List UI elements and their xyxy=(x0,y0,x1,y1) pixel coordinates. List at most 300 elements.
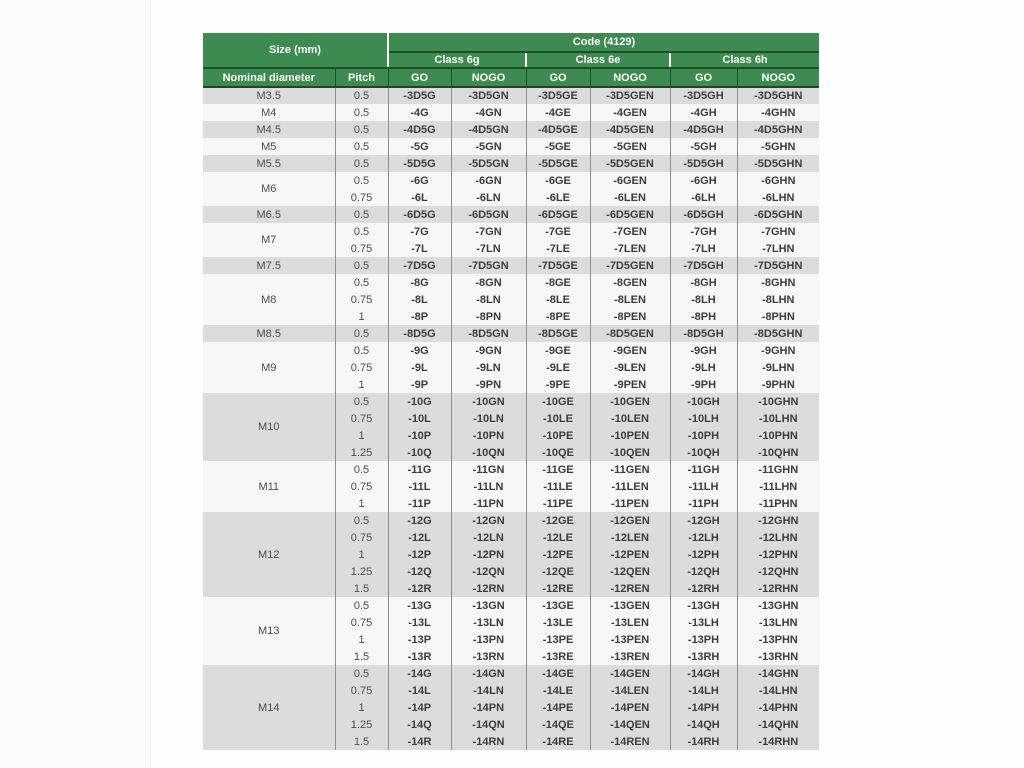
code-cell: -14LN xyxy=(451,682,526,699)
code-cell: -8L xyxy=(388,291,451,308)
code-cell: -9GHN xyxy=(737,342,819,359)
code-cell: -12QE xyxy=(526,563,590,580)
code-cell: -12LH xyxy=(670,529,737,546)
header-row-columns xyxy=(203,68,819,87)
code-cell: -4GEN xyxy=(590,104,670,121)
code-cell: -9PN xyxy=(451,376,526,393)
pitch-cell: 0.5 xyxy=(335,172,388,189)
code-cell: -14REN xyxy=(590,733,670,750)
code-cell: -7GEN xyxy=(590,223,670,240)
code-cell: -4GN xyxy=(451,104,526,121)
pitch-cell: 0.5 xyxy=(335,87,388,104)
code-cell: -8D5G xyxy=(388,325,451,342)
code-cell: -4G xyxy=(388,104,451,121)
code-cell: -6D5G xyxy=(388,206,451,223)
code-cell: -5GH xyxy=(670,138,737,155)
code-cell: -11GN xyxy=(451,461,526,478)
go-6e-header: GO xyxy=(526,68,590,87)
code-cell: -14QEN xyxy=(590,716,670,733)
code-cell: -5GHN xyxy=(737,138,819,155)
code-cell: -13PHN xyxy=(737,631,819,648)
code-cell: -6G xyxy=(388,172,451,189)
pitch-cell: 0.5 xyxy=(335,223,388,240)
code-cell: -12G xyxy=(388,512,451,529)
code-cell: -12LEN xyxy=(590,529,670,546)
code-cell: -4GH xyxy=(670,104,737,121)
code-cell: -12RE xyxy=(526,580,590,597)
code-cell: -14GE xyxy=(526,665,590,682)
code-cell: -6D5GN xyxy=(451,206,526,223)
code-cell: -4GHN xyxy=(737,104,819,121)
table-row xyxy=(203,223,819,240)
code-cell: -14RE xyxy=(526,733,590,750)
pitch-cell: 1 xyxy=(335,631,388,648)
table-row xyxy=(203,597,819,614)
table-row xyxy=(203,257,819,274)
code-cell: -5GE xyxy=(526,138,590,155)
code-cell: -6GH xyxy=(670,172,737,189)
pitch-cell: 0.75 xyxy=(335,189,388,206)
code-cell: -11PH xyxy=(670,495,737,512)
code-cell: -13RE xyxy=(526,648,590,665)
class-6e-header: Class 6e xyxy=(526,52,670,68)
code-cell: -10GE xyxy=(526,393,590,410)
code-cell: -14GN xyxy=(451,665,526,682)
code-cell: -8PHN xyxy=(737,308,819,325)
code-cell: -7LHN xyxy=(737,240,819,257)
code-cell: -12GH xyxy=(670,512,737,529)
code-cell: -9LEN xyxy=(590,359,670,376)
code-cell: -7D5GN xyxy=(451,257,526,274)
pitch-cell: 1.5 xyxy=(335,733,388,750)
table-row xyxy=(203,155,819,172)
code-cell: -5D5GEN xyxy=(590,155,670,172)
code-cell: -9GH xyxy=(670,342,737,359)
diameter-cell: M5.5 xyxy=(203,155,335,172)
code-cell: -11LH xyxy=(670,478,737,495)
code-cell: -12QH xyxy=(670,563,737,580)
code-cell: -13PN xyxy=(451,631,526,648)
pitch-cell: 1 xyxy=(335,427,388,444)
code-cell: -10PEN xyxy=(590,427,670,444)
table-header xyxy=(203,33,819,87)
code-cell: -12LHN xyxy=(737,529,819,546)
code-cell: -9LH xyxy=(670,359,737,376)
code-cell: -6LHN xyxy=(737,189,819,206)
table-row xyxy=(203,138,819,155)
pitch-cell: 0.5 xyxy=(335,665,388,682)
code-cell: -10QHN xyxy=(737,444,819,461)
code-cell: -7L xyxy=(388,240,451,257)
pitch-cell: 0.75 xyxy=(335,478,388,495)
code-cell: -9L xyxy=(388,359,451,376)
code-cell: -13LHN xyxy=(737,614,819,631)
diameter-cell: M4 xyxy=(203,104,335,121)
code-cell: -3D5GH xyxy=(670,87,737,104)
code-cell: -10LN xyxy=(451,410,526,427)
code-cell: -8PN xyxy=(451,308,526,325)
code-cell: -9LN xyxy=(451,359,526,376)
code-cell: -11L xyxy=(388,478,451,495)
code-cell: -8GN xyxy=(451,274,526,291)
code-cell: -9PE xyxy=(526,376,590,393)
code-cell: -12PHN xyxy=(737,546,819,563)
code-cell: -13G xyxy=(388,597,451,614)
code-cell: -13R xyxy=(388,648,451,665)
code-cell: -6L xyxy=(388,189,451,206)
table-row xyxy=(203,665,819,682)
code-cell: -7GN xyxy=(451,223,526,240)
code-cell: -5D5GE xyxy=(526,155,590,172)
code-cell: -12PEN xyxy=(590,546,670,563)
go-6g-header: GO xyxy=(388,68,451,87)
code-cell: -7LH xyxy=(670,240,737,257)
code-cell: -9GN xyxy=(451,342,526,359)
code-cell: -14RHN xyxy=(737,733,819,750)
code-cell: -7LEN xyxy=(590,240,670,257)
pitch-cell: 1.5 xyxy=(335,648,388,665)
code-cell: -6D5GHN xyxy=(737,206,819,223)
code-cell: -8D5GH xyxy=(670,325,737,342)
code-cell: -5D5G xyxy=(388,155,451,172)
code-cell: -7D5GH xyxy=(670,257,737,274)
code-cell: -3D5GN xyxy=(451,87,526,104)
nogo-6e-header: NOGO xyxy=(590,68,670,87)
code-cell: -6GHN xyxy=(737,172,819,189)
code-cell: -13GEN xyxy=(590,597,670,614)
table-row xyxy=(203,393,819,410)
diameter-cell: M10 xyxy=(203,393,335,461)
pitch-cell: 0.5 xyxy=(335,257,388,274)
code-cell: -10QEN xyxy=(590,444,670,461)
code-cell: -14GEN xyxy=(590,665,670,682)
code-cell: -8GEN xyxy=(590,274,670,291)
go-6h-header: GO xyxy=(670,68,737,87)
header-row-groups xyxy=(203,33,819,52)
code-cell: -14R xyxy=(388,733,451,750)
code-cell: -12L xyxy=(388,529,451,546)
code-cell: -13PE xyxy=(526,631,590,648)
diameter-cell: M7 xyxy=(203,223,335,257)
code-cell: -10PHN xyxy=(737,427,819,444)
code-cell: -10QN xyxy=(451,444,526,461)
code-cell: -7D5GEN xyxy=(590,257,670,274)
code-cell: -10PH xyxy=(670,427,737,444)
code-cell: -13LH xyxy=(670,614,737,631)
thread-gauge-code-table xyxy=(203,33,819,750)
code-cell: -7GHN xyxy=(737,223,819,240)
pitch-cell: 0.5 xyxy=(335,597,388,614)
diameter-cell: M9 xyxy=(203,342,335,393)
code-cell: -12QHN xyxy=(737,563,819,580)
table-row xyxy=(203,121,819,138)
pitch-cell: 0.75 xyxy=(335,682,388,699)
pitch-cell: 1 xyxy=(335,376,388,393)
code-cell: -8D5GEN xyxy=(590,325,670,342)
code-cell: -9P xyxy=(388,376,451,393)
code-cell: -13LE xyxy=(526,614,590,631)
code-cell: -8GH xyxy=(670,274,737,291)
code-cell: -12REN xyxy=(590,580,670,597)
code-cell: -10P xyxy=(388,427,451,444)
code-cell: -5D5GH xyxy=(670,155,737,172)
code-cell: -4D5GH xyxy=(670,121,737,138)
code-cell: -14PEN xyxy=(590,699,670,716)
code-cell: -12LN xyxy=(451,529,526,546)
code-cell: -10GN xyxy=(451,393,526,410)
code-cell: -14LE xyxy=(526,682,590,699)
code-cell: -14GH xyxy=(670,665,737,682)
diameter-cell: M8 xyxy=(203,274,335,325)
code-cell: -11PEN xyxy=(590,495,670,512)
code-cell: -5D5GN xyxy=(451,155,526,172)
table-row xyxy=(203,87,819,104)
pitch-cell: 0.5 xyxy=(335,512,388,529)
code-cell: -13LN xyxy=(451,614,526,631)
code-cell: -10Q xyxy=(388,444,451,461)
code-cell: -13GH xyxy=(670,597,737,614)
code-cell: -14L xyxy=(388,682,451,699)
code-cell: -14G xyxy=(388,665,451,682)
code-cell: -12PN xyxy=(451,546,526,563)
code-cell: -4D5G xyxy=(388,121,451,138)
code-cell: -6D5GH xyxy=(670,206,737,223)
code-cell: -5GEN xyxy=(590,138,670,155)
code-cell: -11LEN xyxy=(590,478,670,495)
table-row xyxy=(203,274,819,291)
code-cell: -4D5GE xyxy=(526,121,590,138)
code-cell: -8PEN xyxy=(590,308,670,325)
code-cell: -8G xyxy=(388,274,451,291)
code-cell: -8PH xyxy=(670,308,737,325)
code-cell: -5G xyxy=(388,138,451,155)
pitch-cell: 1 xyxy=(335,495,388,512)
pitch-cell: 0.5 xyxy=(335,461,388,478)
table-row xyxy=(203,512,819,529)
table-row xyxy=(203,206,819,223)
pitch-cell: 0.5 xyxy=(335,342,388,359)
code-cell: -3D5GE xyxy=(526,87,590,104)
code-cell: -10LHN xyxy=(737,410,819,427)
diameter-cell: M7.5 xyxy=(203,257,335,274)
pitch-cell: 0.5 xyxy=(335,325,388,342)
pitch-cell: 1 xyxy=(335,308,388,325)
table-body xyxy=(203,87,819,750)
pitch-cell: 0.75 xyxy=(335,529,388,546)
code-cell: -10GHN xyxy=(737,393,819,410)
code-cell: -12QN xyxy=(451,563,526,580)
code-cell: -14Q xyxy=(388,716,451,733)
diameter-cell: M6 xyxy=(203,172,335,206)
code-cell: -14LHN xyxy=(737,682,819,699)
code-cell: -12QEN xyxy=(590,563,670,580)
code-cell: -12PH xyxy=(670,546,737,563)
code-cell: -14LEN xyxy=(590,682,670,699)
table-row xyxy=(203,172,819,189)
code-cell: -9LHN xyxy=(737,359,819,376)
code-cell: -8D5GN xyxy=(451,325,526,342)
code-cell: -11PHN xyxy=(737,495,819,512)
code-cell: -8LE xyxy=(526,291,590,308)
code-cell: -10GEN xyxy=(590,393,670,410)
code-cell: -14RH xyxy=(670,733,737,750)
code-cell: -13RHN xyxy=(737,648,819,665)
code-cell: -7LE xyxy=(526,240,590,257)
code-cell: -9PHN xyxy=(737,376,819,393)
code-cell: -8LHN xyxy=(737,291,819,308)
code-cell: -12Q xyxy=(388,563,451,580)
code-cell: -6LN xyxy=(451,189,526,206)
code-cell: -6LH xyxy=(670,189,737,206)
code-cell: -6D5GE xyxy=(526,206,590,223)
diameter-cell: M4.5 xyxy=(203,121,335,138)
code-cell: -4D5GN xyxy=(451,121,526,138)
code-group-header: Code (4129) xyxy=(388,33,819,52)
class-6h-header: Class 6h xyxy=(670,52,819,68)
code-cell: -5GN xyxy=(451,138,526,155)
class-6g-header: Class 6g xyxy=(388,52,526,68)
code-cell: -11GEN xyxy=(590,461,670,478)
code-cell: -5D5GHN xyxy=(737,155,819,172)
code-cell: -11GH xyxy=(670,461,737,478)
code-cell: -11GE xyxy=(526,461,590,478)
pitch-cell: 0.5 xyxy=(335,104,388,121)
code-cell: -13P xyxy=(388,631,451,648)
diameter-cell: M13 xyxy=(203,597,335,665)
table-row xyxy=(203,325,819,342)
code-cell: -14PE xyxy=(526,699,590,716)
pitch-cell: 0.75 xyxy=(335,291,388,308)
code-cell: -7LN xyxy=(451,240,526,257)
pitch-cell: 0.75 xyxy=(335,240,388,257)
diameter-cell: M5 xyxy=(203,138,335,155)
pitch-cell: 1.25 xyxy=(335,563,388,580)
diameter-cell: M8.5 xyxy=(203,325,335,342)
code-cell: -12GEN xyxy=(590,512,670,529)
code-cell: -8GHN xyxy=(737,274,819,291)
code-cell: -14QN xyxy=(451,716,526,733)
code-cell: -9LE xyxy=(526,359,590,376)
code-cell: -12P xyxy=(388,546,451,563)
code-cell: -8LH xyxy=(670,291,737,308)
table-row xyxy=(203,342,819,359)
code-cell: -12RHN xyxy=(737,580,819,597)
code-cell: -3D5GHN xyxy=(737,87,819,104)
code-cell: -10QE xyxy=(526,444,590,461)
code-cell: -9GEN xyxy=(590,342,670,359)
code-cell: -11LN xyxy=(451,478,526,495)
code-cell: -10PE xyxy=(526,427,590,444)
code-cell: -13REN xyxy=(590,648,670,665)
code-cell: -14RN xyxy=(451,733,526,750)
diameter-cell: M14 xyxy=(203,665,335,750)
code-cell: -8PE xyxy=(526,308,590,325)
code-cell: -9GE xyxy=(526,342,590,359)
code-cell: -11PE xyxy=(526,495,590,512)
code-cell: -6LEN xyxy=(590,189,670,206)
code-cell: -6LE xyxy=(526,189,590,206)
page-margin-edge xyxy=(0,0,151,768)
code-cell: -11G xyxy=(388,461,451,478)
code-cell: -7GH xyxy=(670,223,737,240)
code-cell: -12R xyxy=(388,580,451,597)
code-cell: -11LE xyxy=(526,478,590,495)
code-cell: -11LHN xyxy=(737,478,819,495)
diameter-cell: M6.5 xyxy=(203,206,335,223)
code-cell: -13GN xyxy=(451,597,526,614)
code-cell: -7D5G xyxy=(388,257,451,274)
code-cell: -12GE xyxy=(526,512,590,529)
code-cell: -11PN xyxy=(451,495,526,512)
code-cell: -14QH xyxy=(670,716,737,733)
code-cell: -14PN xyxy=(451,699,526,716)
code-cell: -7GE xyxy=(526,223,590,240)
code-cell: -3D5G xyxy=(388,87,451,104)
pitch-cell: 0.5 xyxy=(335,138,388,155)
code-cell: -7D5GHN xyxy=(737,257,819,274)
code-cell: -13LEN xyxy=(590,614,670,631)
code-cell: -10GH xyxy=(670,393,737,410)
table-row xyxy=(203,461,819,478)
diameter-cell: M12 xyxy=(203,512,335,597)
code-cell: -10L xyxy=(388,410,451,427)
table-row xyxy=(203,104,819,121)
code-cell: -12RN xyxy=(451,580,526,597)
nominal-diameter-header: Nominal diameter xyxy=(203,68,335,87)
code-cell: -10LH xyxy=(670,410,737,427)
code-cell: -12PE xyxy=(526,546,590,563)
code-cell: -14P xyxy=(388,699,451,716)
code-cell: -4GE xyxy=(526,104,590,121)
size-group-header: Size (mm) xyxy=(203,33,388,68)
code-cell: -12LE xyxy=(526,529,590,546)
code-cell: -11GHN xyxy=(737,461,819,478)
pitch-cell: 0.75 xyxy=(335,410,388,427)
code-cell: -14PH xyxy=(670,699,737,716)
code-cell: -14QE xyxy=(526,716,590,733)
pitch-cell: 0.5 xyxy=(335,393,388,410)
code-cell: -12GHN xyxy=(737,512,819,529)
code-cell: -10QH xyxy=(670,444,737,461)
code-cell: -9PH xyxy=(670,376,737,393)
code-cell: -10LEN xyxy=(590,410,670,427)
code-cell: -13GE xyxy=(526,597,590,614)
code-cell: -13L xyxy=(388,614,451,631)
pitch-cell: 1 xyxy=(335,546,388,563)
code-cell: -14GHN xyxy=(737,665,819,682)
code-cell: -12GN xyxy=(451,512,526,529)
pitch-cell: 0.5 xyxy=(335,155,388,172)
pitch-cell: 0.5 xyxy=(335,121,388,138)
code-cell: -10LE xyxy=(526,410,590,427)
code-cell: -10G xyxy=(388,393,451,410)
diameter-cell: M11 xyxy=(203,461,335,512)
code-cell: -6GN xyxy=(451,172,526,189)
code-cell: -7D5GE xyxy=(526,257,590,274)
pitch-cell: 1.25 xyxy=(335,444,388,461)
code-cell: -13GHN xyxy=(737,597,819,614)
code-cell: -9G xyxy=(388,342,451,359)
pitch-cell: 0.5 xyxy=(335,206,388,223)
pitch-cell: 0.75 xyxy=(335,614,388,631)
code-cell: -14LH xyxy=(670,682,737,699)
code-cell: -8LN xyxy=(451,291,526,308)
code-cell: -13RN xyxy=(451,648,526,665)
code-cell: -8GE xyxy=(526,274,590,291)
code-cell: -12RH xyxy=(670,580,737,597)
code-cell: -8D5GE xyxy=(526,325,590,342)
code-cell: -13RH xyxy=(670,648,737,665)
